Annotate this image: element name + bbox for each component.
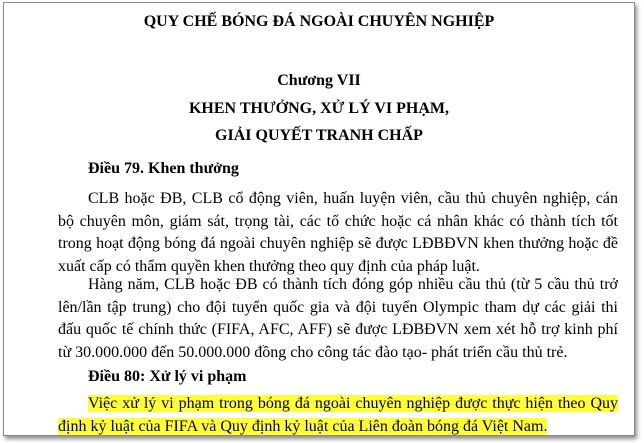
document-frame [3, 2, 635, 436]
article-79-paragraph-1: CLB hoặc ĐB, CLB cổ động viên, huấn luyện viên, cầu thủ chuyên nghiệp, cán bộ chuyên môn, giám sát, trọng tài, các tổ chức hoặc cá nhân khác có thành tích tốt trong hoạt động bóng đá ngoài chuyên nghiệp sẽ được LĐBĐVN khen thưởng hoặc đề xuất cấp có thẩm quyền khen thưởng theo quy định của pháp luật. [58, 190, 618, 275]
article-79-paragraph-2: Hàng năm, CLB hoặc ĐB có thành tích đóng góp nhiều cầu thủ (từ 5 cầu thủ trở lên/lần tập trung) cho đội tuyển quốc gia và đội tuyển Olympic tham dự các giải thi đấu quốc tế chính thức (FIFA, AFC, AFF) sẽ được LĐBĐVN xem xét hỗ trợ kinh phí từ 30.000.000 đến 50.000.000 đồng cho công tác đào tạo- phát triển cầu thủ trẻ. [58, 276, 618, 361]
chapter-heading-line2: GIẢI QUYẾT TRANH CHẤP [215, 127, 423, 144]
highlighted-text: Việc xử lý vi phạm trong bóng đá ngoài chuyên nghiệp được thực hiện theo Quy định kỷ luật của FIFA và Quy định kỷ luật của Liên đoàn bóng đá Việt Nam. [58, 395, 618, 435]
chapter-heading-line1: KHEN THƯỞNG, XỬ LÝ VI PHẠM, [188, 100, 449, 117]
article-80-paragraph-1 [58, 393, 618, 436]
document-title: QUY CHẾ BÓNG ĐÁ NGOÀI CHUYÊN NGHIỆP [143, 13, 495, 30]
article-80-title: Điều 80: Xử lý vi phạm [88, 368, 247, 385]
article-79-title: Điều 79. Khen thưởng [88, 160, 239, 177]
chapter-number: Chương VII [277, 72, 361, 89]
